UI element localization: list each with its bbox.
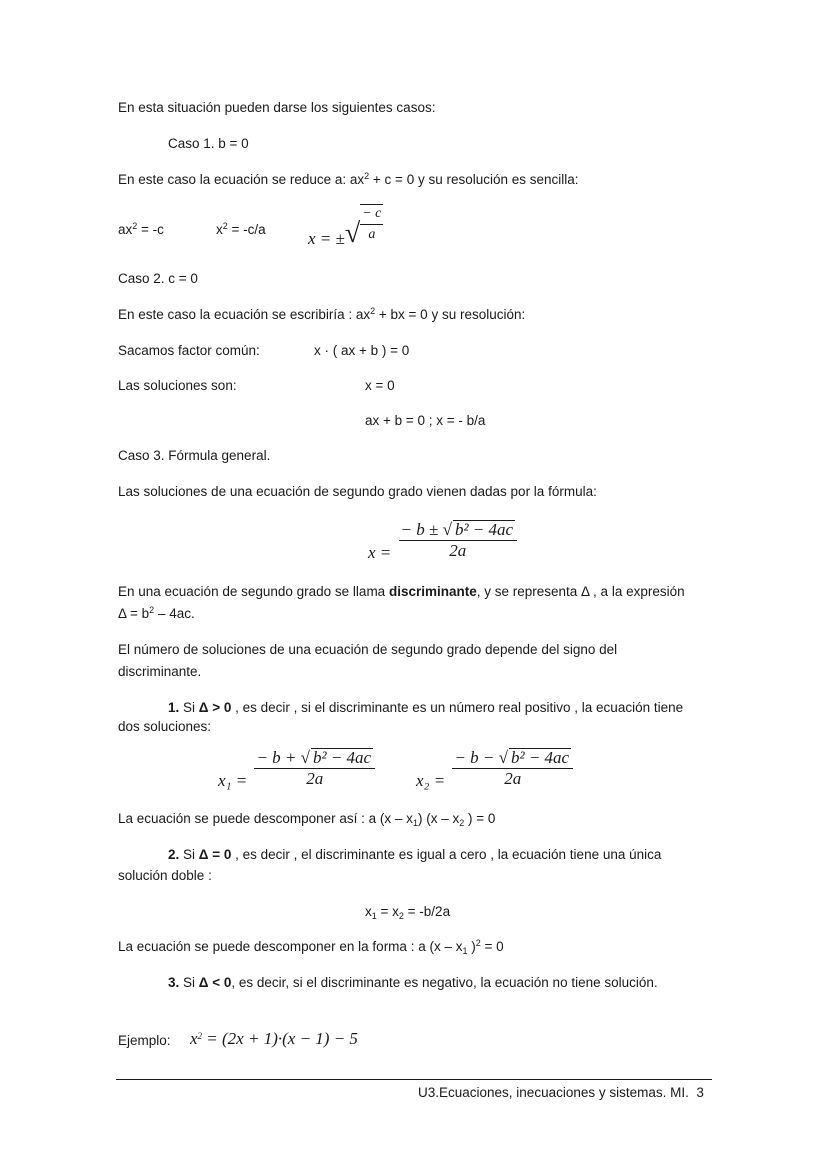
case-pos-line1: 1. Si Δ > 0 , es decir , si el discriminante es un número real positivo , la ecuación tiene [168, 700, 684, 715]
caso1-title: Caso 1. b = 0 [168, 136, 249, 151]
discriminante-para2-l2: discriminante. [118, 664, 202, 679]
case-zero-line2: solución doble : [118, 868, 212, 883]
discriminante-line1: En una ecuación de segundo grado se llama discriminante, y se representa Δ , a la expresión [118, 584, 685, 599]
caso3-title: Caso 3. Fórmula general. [118, 448, 271, 463]
caso3-text: Las soluciones de una ecuación de segundo grado vienen dadas por la fórmula: [118, 484, 597, 499]
footer-rule [116, 1079, 712, 1080]
discriminante-line2: $\Delta = b^2 - 4ac$. [118, 605, 195, 621]
caso1-eq3: x = ±√ $\frac{- c}{a}$ [308, 206, 382, 249]
case-neg-line: 3. Si Δ < 0, es decir, si el discriminante es negativo, la ecuación no tiene solución. [168, 975, 658, 990]
example-label: Ejemplo: [118, 1033, 171, 1048]
caso2-factor-label: Sacamos factor común: [118, 343, 260, 358]
case-zero-line1: 2. Si Δ = 0 , es decir , el discriminante es igual a cero , la ecuación tiene una única [168, 847, 662, 862]
case-pos-decomp: La ecuación se puede descomponer así : a $(x - x_1)$ ($x - x_2$ ) = 0 [118, 811, 496, 828]
page-number: 3 [696, 1085, 704, 1100]
caso1-eq2: $x^2 = -c/a$ [216, 221, 266, 237]
caso2-title: Caso 2. c = 0 [118, 271, 198, 286]
caso1-eq1: $ax^2 = -c$ [118, 221, 164, 237]
caso2-sol2: ax + b = 0 ; x = - b/a [365, 413, 486, 428]
x2-formula: x₂ = $\frac{\text{− b − √ b² − 4ac}}{2a}$ [416, 748, 573, 788]
caso2-sol1: x = 0 [365, 378, 395, 393]
caso2-factor-eq: x · ( ax + b ) = 0 [314, 343, 410, 358]
example-equation: $x^2 = (2x + 1)\cdot(x - 1) - 5$ [190, 1029, 358, 1048]
case-zero-decomp: La ecuación se puede descomponer en la forma : a ($x - x_1$ )$^2$ = 0 [118, 938, 504, 956]
case-zero-eq: $x_1 = x_2 = -b/2a$ [365, 904, 451, 921]
caso2-sol-label: Las soluciones son: [118, 378, 237, 393]
caso2-text: En este caso la ecuación se escribiría : $ax^2$ + bx = 0 y su resolución: [118, 306, 526, 322]
footer-text: U3.Ecuaciones, inecuaciones y sistemas. MI. 3 [418, 1085, 704, 1100]
general-formula: x = $\frac{\text{− b ± √ b² − 4ac}}{2a}$ [368, 520, 517, 560]
caso1-text: En este caso la ecuación se reduce a: $ax^2 + c = 0$ y su resolución es sencilla: [118, 171, 579, 187]
x1-formula: x₁ = $\frac{\text{− b + √ b² − 4ac}}{2a}$ [218, 748, 375, 788]
case-pos-line2: dos soluciones: [118, 719, 212, 734]
intro-text: En esta situación pueden darse los siguientes casos: [118, 100, 436, 115]
discriminante-para2-l1: El número de soluciones de una ecuación de segundo grado depende del signo del [118, 642, 618, 657]
